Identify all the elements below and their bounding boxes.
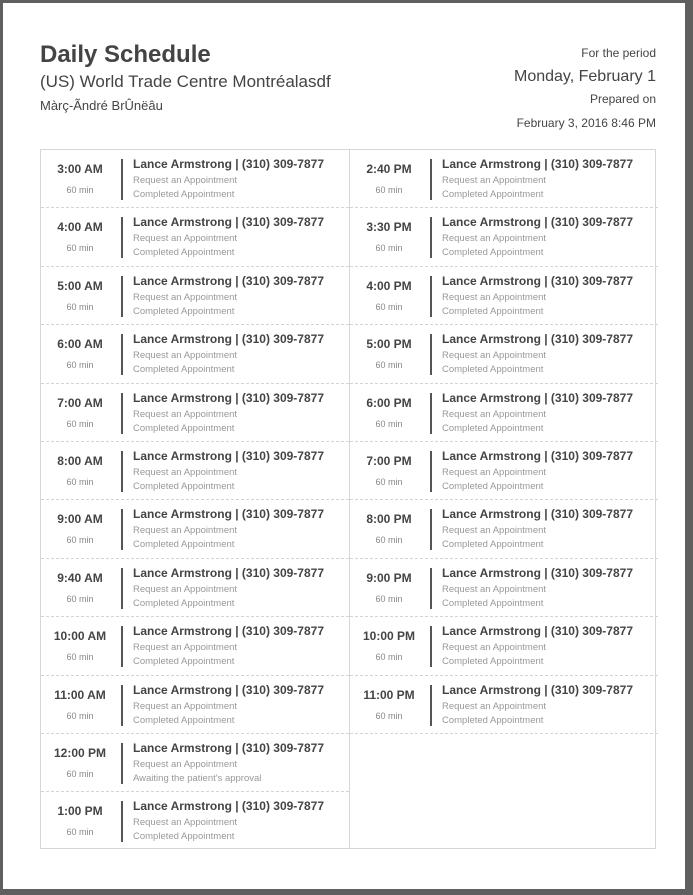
schedule-page [3,3,685,889]
appointment-slot [350,267,658,325]
slot-divider [121,801,123,842]
appointment-status: Completed Appointment [442,247,544,259]
slot-divider [430,626,432,667]
appointment-duration: 60 min [375,593,403,604]
appointment-status: Completed Appointment [442,422,544,434]
appointment-slot [41,150,349,208]
appointment-duration: 60 min [66,827,94,838]
appointment-type: Request an Appointment [442,291,547,303]
appointment-duration: 60 min [66,243,94,254]
slot-divider [121,334,123,375]
patient-name-phone: Lance Armstrong | (310) 309-7877 [442,390,633,405]
slot-divider [121,743,123,784]
slot-divider [430,159,432,200]
slot-divider [430,509,432,550]
slot-divider [430,451,432,492]
appointment-status: Completed Appointment [442,714,544,726]
slot-divider [121,509,123,550]
appointment-duration: 60 min [66,418,94,429]
patient-name-phone: Lance Armstrong | (310) 309-7877 [442,507,633,522]
appointment-time: 5:00 PM [366,337,412,352]
appointment-status: Completed Appointment [133,422,235,434]
appointment-status: Completed Appointment [133,656,235,668]
appointment-type: Request an Appointment [133,817,238,829]
location-name: (US) World Trade Centre Montréalasdf [40,72,331,91]
slot-divider [121,393,123,434]
period-info [514,45,656,131]
appointment-status: Completed Appointment [442,480,544,492]
appointment-type: Request an Appointment [133,466,238,478]
appointment-status: Completed Appointment [442,305,544,317]
schedule-grid [40,149,656,849]
patient-name-phone: Lance Armstrong | (310) 309-7877 [133,273,324,288]
appointment-duration: 60 min [375,243,403,254]
patient-name-phone: Lance Armstrong | (310) 309-7877 [133,507,324,522]
appointment-duration: 60 min [66,768,94,779]
appointment-time: 11:00 PM [363,687,415,702]
appointment-time: 4:00 PM [366,278,412,293]
slot-divider [121,276,123,317]
appointment-duration: 60 min [66,185,94,195]
appointment-slot [350,676,658,734]
slot-divider [121,217,123,258]
appointment-duration: 60 min [66,301,94,312]
appointment-slot [350,617,658,675]
appointment-slot [350,325,658,383]
appointment-duration: 60 min [375,360,403,371]
appointment-type: Request an Appointment [133,175,238,186]
slot-divider [430,276,432,317]
slot-divider [430,217,432,258]
patient-name-phone: Lance Armstrong | (310) 309-7877 [133,332,324,347]
appointment-slot [350,559,658,617]
patient-name-phone: Lance Armstrong | (310) 309-7877 [442,448,633,463]
appointment-slot [41,325,349,383]
appointment-type: Request an Appointment [442,233,547,245]
slot-divider [430,393,432,434]
appointment-status: Completed Appointment [133,189,235,200]
appointment-duration: 60 min [66,652,94,663]
patient-name-phone: Lance Armstrong | (310) 309-7877 [442,565,633,580]
slot-divider [121,568,123,609]
appointment-status: Completed Appointment [442,539,544,551]
appointment-type: Request an Appointment [133,408,238,420]
appointment-type: Request an Appointment [442,466,547,478]
appointment-time: 8:00 AM [57,453,103,468]
appointment-time: 9:00 AM [57,512,103,527]
appointment-type: Request an Appointment [133,525,238,537]
appointment-slot [41,208,349,266]
appointment-status: Completed Appointment [133,831,235,843]
appointment-duration: 60 min [66,476,94,487]
slot-divider [121,451,123,492]
appointment-time: 9:40 AM [57,570,103,585]
appointment-type: Request an Appointment [442,642,547,654]
slot-divider [430,334,432,375]
patient-name-phone: Lance Armstrong | (310) 309-7877 [133,624,324,639]
prepared-label: Prepared on [589,92,656,106]
appointment-status: Completed Appointment [133,597,235,609]
appointment-type: Request an Appointment [442,525,547,537]
patient-name-phone: Lance Armstrong | (310) 309-7877 [442,273,633,288]
appointment-status: Completed Appointment [442,597,544,609]
appointment-slot [350,384,658,442]
appointment-type: Request an Appointment [442,408,547,420]
appointment-type: Request an Appointment [133,233,238,245]
appointment-type: Request an Appointment [442,175,547,186]
slot-divider [121,685,123,726]
slot-divider [121,159,123,200]
appointment-slot [41,267,349,325]
appointment-duration: 60 min [375,185,403,195]
appointment-status: Awaiting the patient's approval [133,772,262,784]
slot-divider [430,568,432,609]
appointment-status: Completed Appointment [442,656,544,668]
appointment-time: 6:00 AM [57,337,103,352]
appointment-duration: 60 min [375,418,403,429]
patient-name-phone: Lance Armstrong | (310) 309-7877 [133,215,324,230]
appointment-duration: 60 min [66,593,94,604]
appointment-status: Completed Appointment [442,364,544,376]
appointment-slot [41,676,349,734]
appointment-type: Request an Appointment [133,758,238,770]
period-date: Monday, February 1 [514,68,656,85]
patient-name-phone: Lance Armstrong | (310) 309-7877 [442,682,633,697]
appointment-slot [41,792,349,850]
appointment-slot [41,734,349,792]
patient-name-phone: Lance Armstrong | (310) 309-7877 [133,390,324,405]
appointment-type: Request an Appointment [133,642,238,654]
appointment-type: Request an Appointment [442,583,547,595]
appointment-duration: 60 min [66,360,94,371]
patient-name-phone: Lance Armstrong | (310) 309-7877 [133,799,324,814]
patient-name-phone: Lance Armstrong | (310) 309-7877 [442,157,633,171]
patient-name-phone: Lance Armstrong | (310) 309-7877 [442,332,633,347]
appointment-time: 12:00 PM [53,745,107,760]
appointment-type: Request an Appointment [442,350,547,362]
prepared-date: February 3, 2016 8:46 PM [516,116,656,130]
period-label: For the period [581,46,656,60]
appointment-time: 6:00 PM [366,395,412,410]
appointment-slot [350,150,658,208]
patient-name-phone: Lance Armstrong | (310) 309-7877 [133,157,324,171]
appointment-slot [41,384,349,442]
appointment-duration: 60 min [375,476,403,487]
appointment-time: 9:00 PM [366,570,412,585]
appointment-status: Completed Appointment [133,305,235,317]
appointment-time: 10:00 AM [53,629,107,644]
schedule-column-right [350,150,658,734]
appointment-status: Completed Appointment [133,364,235,376]
appointment-duration: 60 min [375,710,403,721]
appointment-time: 3:00 AM [57,162,103,176]
appointment-duration: 60 min [66,535,94,546]
appointment-slot [41,617,349,675]
patient-name-phone: Lance Armstrong | (310) 309-7877 [133,682,324,697]
patient-name-phone: Lance Armstrong | (310) 309-7877 [133,740,324,755]
appointment-time: 10:00 PM [362,629,416,644]
slot-divider [430,685,432,726]
patient-name-phone: Lance Armstrong | (310) 309-7877 [133,448,324,463]
appointment-time: 1:00 PM [57,804,103,819]
appointment-status: Completed Appointment [442,189,544,200]
slot-divider [121,626,123,667]
appointment-status: Completed Appointment [133,539,235,551]
appointment-time: 7:00 PM [366,453,412,468]
provider-name: Màrç-Ãndré BrÛnëâu [40,98,163,113]
patient-name-phone: Lance Armstrong | (310) 309-7877 [133,565,324,580]
appointment-time: 8:00 PM [366,512,412,527]
schedule-column-left [41,150,350,848]
appointment-slot [41,442,349,500]
patient-name-phone: Lance Armstrong | (310) 309-7877 [442,215,633,230]
appointment-duration: 60 min [375,535,403,546]
appointment-slot [350,442,658,500]
page-title: Daily Schedule [40,41,211,68]
appointment-type: Request an Appointment [442,700,547,712]
appointment-status: Completed Appointment [133,480,235,492]
appointment-duration: 60 min [375,652,403,663]
appointment-time: 5:00 AM [57,278,103,293]
appointment-slot [41,559,349,617]
appointment-type: Request an Appointment [133,350,238,362]
patient-name-phone: Lance Armstrong | (310) 309-7877 [442,624,633,639]
appointment-slot [41,500,349,558]
appointment-time: 7:00 AM [57,395,103,410]
appointment-type: Request an Appointment [133,583,238,595]
appointment-slot [350,500,658,558]
appointment-time: 3:30 PM [366,220,412,235]
appointment-status: Completed Appointment [133,714,235,726]
appointment-type: Request an Appointment [133,700,238,712]
appointment-time: 2:40 PM [366,162,412,176]
appointment-duration: 60 min [375,301,403,312]
appointment-time: 4:00 AM [57,220,103,235]
appointment-duration: 60 min [66,710,94,721]
appointment-status: Completed Appointment [133,247,235,259]
appointment-type: Request an Appointment [133,291,238,303]
appointment-slot [350,208,658,266]
appointment-time: 11:00 AM [54,687,106,702]
